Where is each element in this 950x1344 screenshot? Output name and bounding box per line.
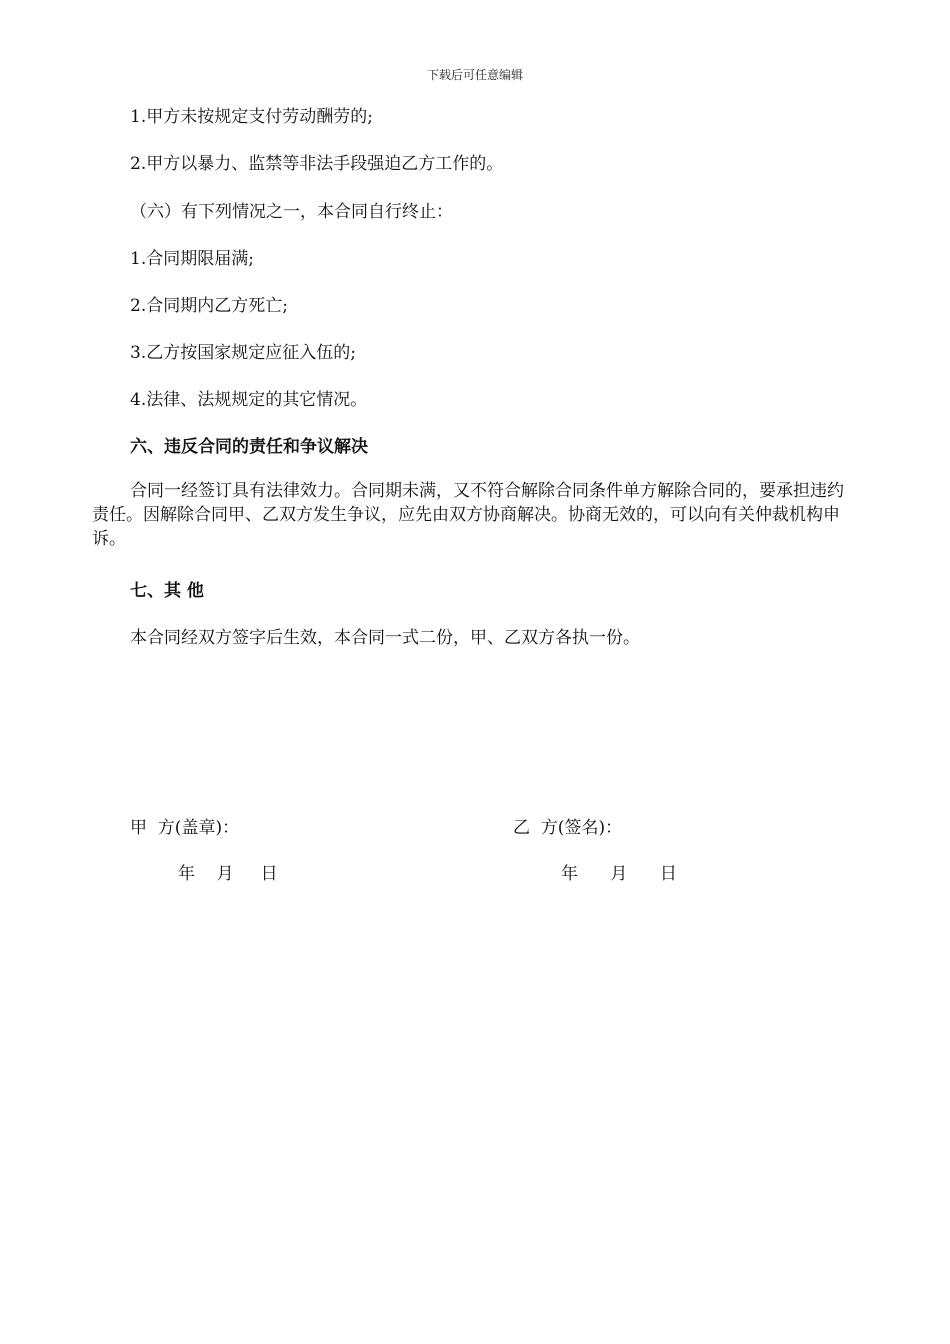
list-item: 1.甲方未按规定支付劳动酬劳的; (130, 107, 373, 127)
party-b-signature-label: 乙 方(签名)： (513, 818, 623, 838)
list-item: 4.法律、法规规定的其它情况。 (130, 390, 368, 410)
list-item: 1.合同期限届满; (130, 249, 254, 269)
section-six-heading: 六、违反合同的责任和争议解决 (130, 437, 368, 457)
list-item: 2.甲方以暴力、监禁等非法手段强迫乙方工作的。 (130, 154, 504, 174)
section-seven-paragraph: 本合同经双方签字后生效，本合同一式二份，甲、乙双方各执一份。 (130, 628, 640, 648)
header-note: 下载后可任意编辑 (426, 68, 523, 82)
party-a-signature-label: 甲 方(盖章)： (130, 818, 240, 838)
subsection-title: （六）有下列情况之一，本合同自行终止： (130, 202, 453, 222)
section-seven-heading: 七、其 他 (130, 581, 204, 601)
list-item: 2.合同期内乙方死亡; (130, 296, 288, 316)
party-a-date: 年 月 日 (178, 864, 278, 884)
party-b-date: 年 月 日 (561, 864, 677, 884)
section-six-paragraph: 合同一经签订具有法律效力。合同期未满，又不符合解除合同条件单方解除合同的，要承担违约责任。因解除合同甲、乙双方发生争议，应先由双方协商解决。协商无效的，可以向有关仲裁机构申诉。 (92, 481, 844, 549)
list-item: 3.乙方按国家规定应征入伍的; (130, 343, 356, 363)
